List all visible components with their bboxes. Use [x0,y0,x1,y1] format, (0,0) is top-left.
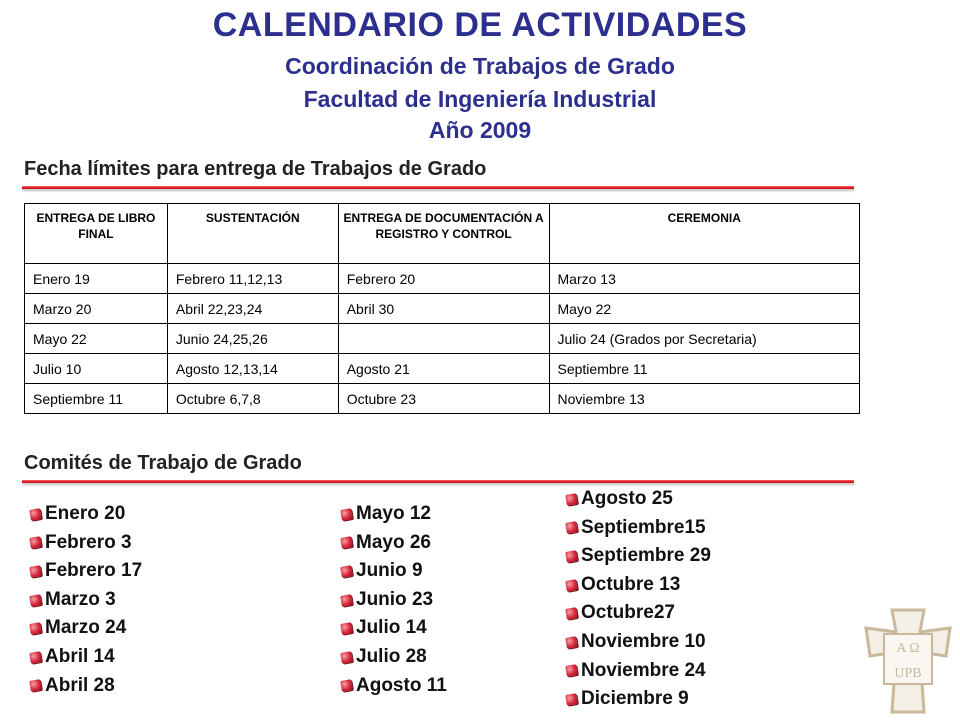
list-item: Abril 14 [30,643,142,672]
page-title: CALENDARIO DE ACTIVIDADES [212,6,748,44]
list-item: Septiembre 29 [566,542,711,571]
bullet-icon [29,508,42,521]
table-cell: Abril 22,23,24 [167,294,338,324]
upb-crest-watermark-icon [862,606,954,716]
bullet-icon [565,664,578,677]
list-item: Mayo 26 [341,529,447,558]
committee-dates-column-1 [30,500,142,700]
subtitle-coordination: Coordinación de Trabajos de Grado [285,53,675,79]
column-header-defense: SUSTENTACIÓN [167,204,338,264]
list-item: Febrero 3 [30,529,142,558]
bullet-icon [565,493,578,506]
table-row [25,294,860,324]
list-item: Mayo 12 [341,500,447,529]
column-header-final-book: ENTREGA DE LIBRO FINAL [25,204,168,264]
list-item: Abril 28 [30,672,142,701]
deadlines-heading: Fecha límites para entrega de Trabajos de Grado [24,158,487,180]
table-cell: Marzo 13 [549,264,860,294]
bullet-icon [340,594,353,607]
list-item: Agosto 11 [341,672,447,701]
bullet-icon [29,594,42,607]
bullet-icon [565,607,578,620]
bullet-icon [29,679,42,692]
table-cell: Octubre 6,7,8 [167,384,338,414]
committee-dates-column-2 [341,500,447,700]
bullet-icon [565,550,578,563]
list-item: Noviembre 10 [566,628,711,657]
list-item: Junio 23 [341,586,447,615]
subtitle-year: Año 2009 [428,117,532,143]
column-header-ceremony: CEREMONIA [549,204,860,264]
list-item: Julio 14 [341,614,447,643]
bullet-icon [565,636,578,649]
list-item: Noviembre 24 [566,657,711,686]
bullet-icon [340,651,353,664]
list-item: Junio 9 [341,557,447,586]
list-item: Julio 28 [341,643,447,672]
list-item: Octubre27 [566,599,711,628]
crest-top-letters: A Ω [896,641,920,656]
bullet-icon [29,651,42,664]
table-cell: Julio 10 [25,354,168,384]
table-row [25,324,860,354]
table-row [25,384,860,414]
subtitle-faculty: Facultad de Ingeniería Industrial [303,86,657,112]
table-cell: Noviembre 13 [549,384,860,414]
table-cell: Agosto 12,13,14 [167,354,338,384]
list-item: Febrero 17 [30,557,142,586]
table-cell: Abril 30 [338,294,549,324]
bullet-icon [565,522,578,535]
bullet-icon [565,693,578,706]
table-cell: Mayo 22 [25,324,168,354]
table-cell: Septiembre 11 [549,354,860,384]
list-item: Marzo 3 [30,586,142,615]
bullet-icon [340,679,353,692]
table-cell: Julio 24 (Grados por Secretaria) [549,324,860,354]
bullet-icon [29,622,42,635]
bullet-icon [340,537,353,550]
column-header-documentation: ENTREGA DE DOCUMENTACIÓN A REGISTRO Y CONTROL [338,204,549,264]
bullet-icon [565,579,578,592]
crest-bottom-letters: UPB [894,666,922,681]
table-cell: Mayo 22 [549,294,860,324]
committees-heading: Comités de Trabajo de Grado [24,452,302,474]
table-header-row [25,204,860,264]
table-cell: Febrero 20 [338,264,549,294]
table-cell [338,324,549,354]
list-item: Agosto 25 [566,485,711,514]
committee-dates-column-3 [566,485,711,714]
bullet-icon [340,622,353,635]
table-cell: Octubre 23 [338,384,549,414]
table-cell: Septiembre 11 [25,384,168,414]
list-item: Diciembre 9 [566,685,711,714]
bullet-icon [340,508,353,521]
deadlines-divider [22,186,854,189]
bullet-icon [29,537,42,550]
list-item: Enero 20 [30,500,142,529]
table-cell: Febrero 11,12,13 [167,264,338,294]
table-cell: Junio 24,25,26 [167,324,338,354]
bullet-icon [340,565,353,578]
bullet-icon [29,565,42,578]
committees-divider [22,480,854,483]
list-item: Marzo 24 [30,614,142,643]
table-cell: Marzo 20 [25,294,168,324]
table-row [25,264,860,294]
table-cell: Enero 19 [25,264,168,294]
deadlines-table [24,203,860,414]
list-item: Octubre 13 [566,571,711,600]
table-cell: Agosto 21 [338,354,549,384]
list-item: Septiembre15 [566,514,711,543]
table-row [25,354,860,384]
